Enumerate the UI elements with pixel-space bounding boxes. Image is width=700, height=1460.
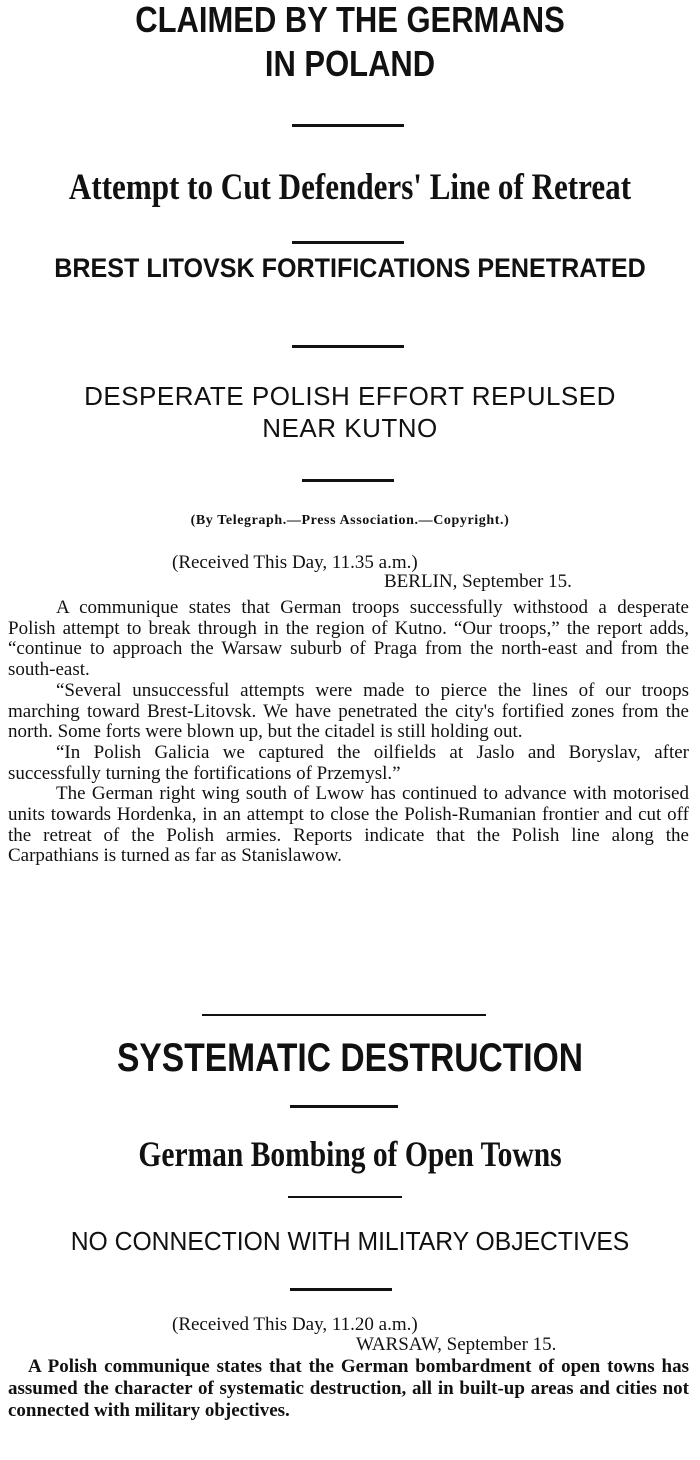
main-headline [49, 0, 651, 86]
article-paragraph: “Several unsuccessful attempts were made to pierce the lines of our troops marching toward Brest-Litovsk. We have penetrated the city's fortified zones from the north. Some forts were blown up, but the citadel is still holding out. [8, 679, 689, 743]
wire-credit: (By Telegraph.—Press Association.—Copyright.) [190, 513, 510, 528]
subheadline-kutno-line-1: DESPERATE POLISH EFFORT REPULSED [84, 381, 616, 411]
divider-rule [292, 241, 404, 244]
dateline: BERLIN, September 15. [384, 571, 572, 592]
dateline: WARSAW, September 15. [356, 1334, 557, 1355]
article-body [8, 1356, 689, 1422]
article-paragraph: A communique states that German troops successfully withstood a desperate Polish attempt to break through in the region of Kutno. “Our troops,” the report adds, “continue to approach the Warsaw suburb of Praga from the north-east and from the south-east. [8, 597, 689, 681]
article-paragraph: The German right wing south of Lwow has continued to advance with motorised units towards Hordenka, in an attempt to close the Polish-Rumanian frontier and cut off the retreat of the Polish armies. Reports indicate that the Polish line along the Carpathians is turned as far as Stanislawow. [8, 783, 689, 867]
main-headline-line-1: CLAIMED BY THE GERMANS [135, 0, 565, 40]
subheadline-brest-litovsk: BREST LITOVSK FORTIFICATIONS PENETRATED [54, 253, 646, 283]
divider-rule [290, 1105, 398, 1108]
divider-rule [292, 124, 404, 127]
divider-rule [292, 345, 404, 348]
article-paragraph: “In Polish Galicia we captured the oilfields at Jaslo and Boryslav, after successfully turning the fortifications of Przemysl.” [8, 741, 689, 784]
divider-rule [290, 1288, 392, 1291]
divider-rule [302, 479, 394, 482]
subheadline-retreat: Attempt to Cut Defenders' Line of Retreat [68, 167, 632, 208]
subheadline-kutno-line-2: NEAR KUTNO [262, 413, 438, 443]
second-headline: SYSTEMATIC DESTRUCTION [116, 1036, 584, 1080]
article-paragraph: A Polish communique states that the German bombardment of open towns has assumed the character of systematic destruction, all in built-up areas and cities not connected with military objectives. [8, 1356, 689, 1421]
article-body [8, 598, 689, 867]
received-time: (Received This Day, 11.35 a.m.) [172, 552, 418, 573]
divider-rule [288, 1196, 402, 1198]
received-time: (Received This Day, 11.20 a.m.) [172, 1314, 418, 1335]
article-separator [202, 1014, 486, 1016]
second-subheadline-military: NO CONNECTION WITH MILITARY OBJECTIVES [70, 1226, 630, 1256]
subheadline-kutno [0, 380, 700, 444]
second-subheadline-bombing: German Bombing of Open Towns [138, 1134, 562, 1174]
main-headline-line-2: IN POLAND [264, 43, 436, 84]
